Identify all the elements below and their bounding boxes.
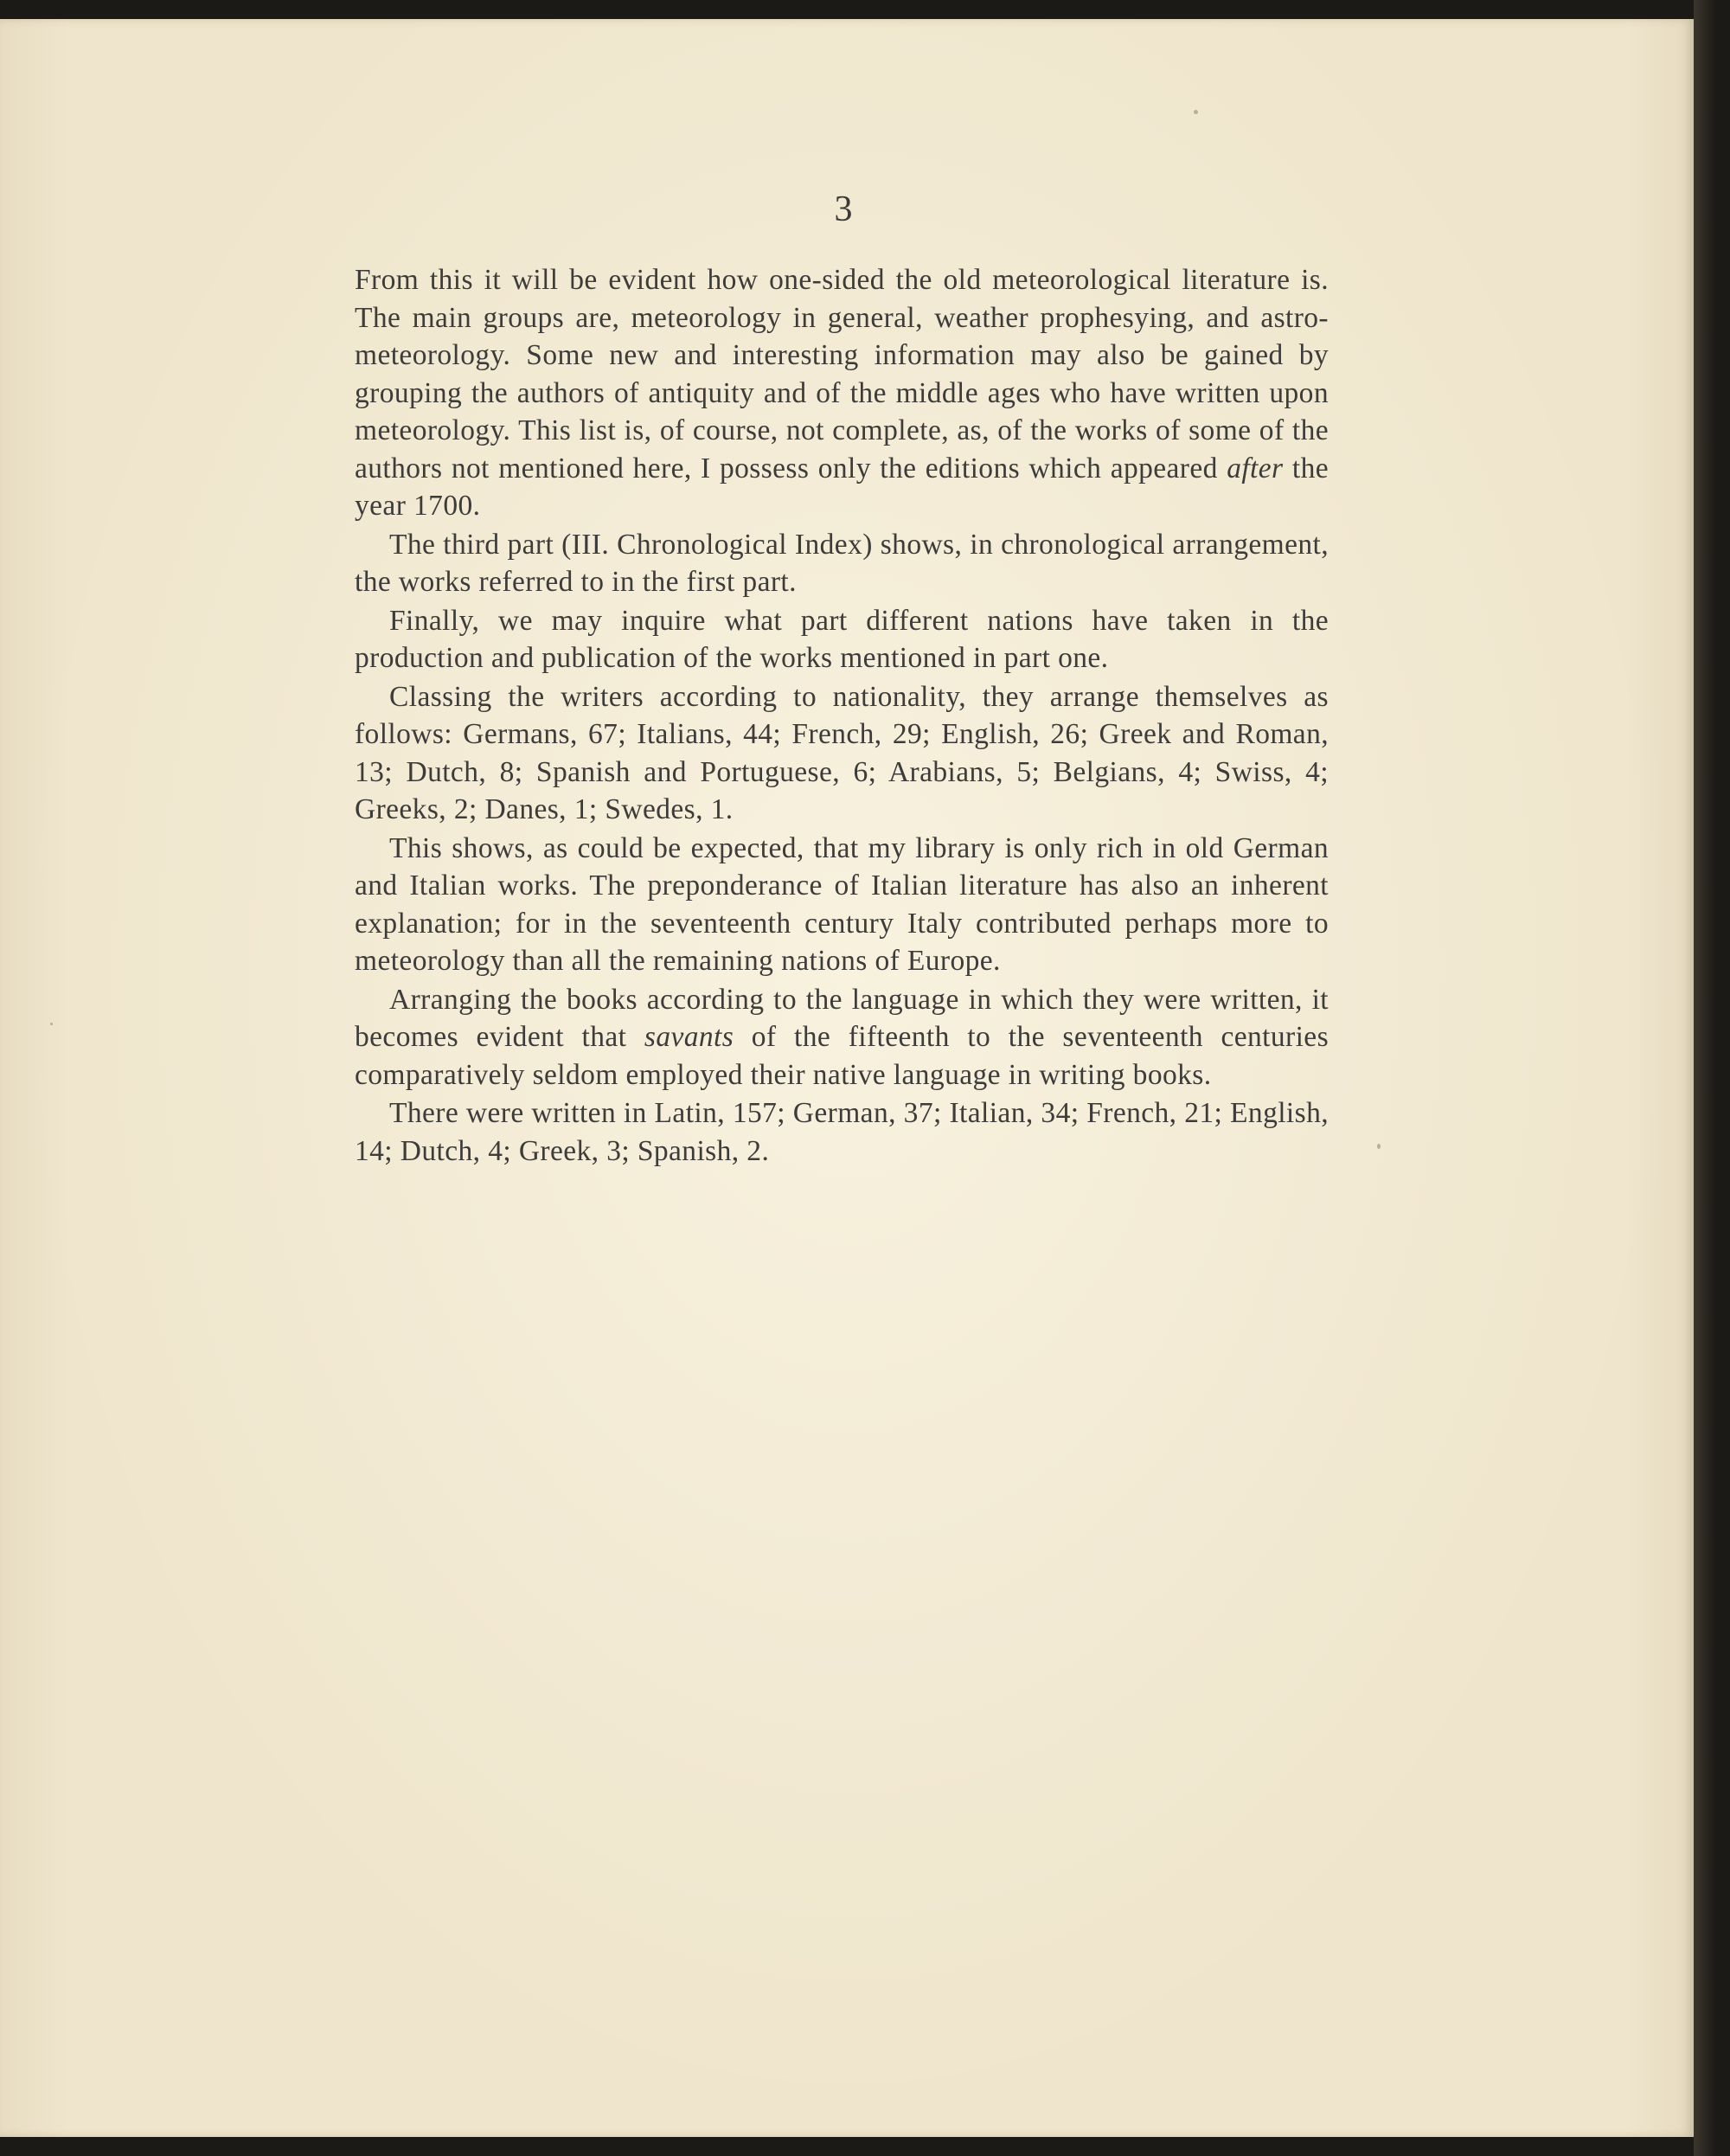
paragraph-4: Classing the writers according to nationality, they arrange themselves as follows: Germans, 67; Italians, 44; French, 29; English, 26; Greek and Roman, 13; Dutch, 8; Spanish and Portuguese, 6; Arabians, 5; Belgians, 4; Swiss, 4; Greeks, 2; Danes, 1; Swedes, 1. bbox=[355, 680, 1329, 825]
paper-speck bbox=[1377, 1144, 1381, 1149]
paragraph-1-italic-word: after bbox=[1227, 452, 1284, 484]
book-page bbox=[0, 19, 1694, 2137]
paragraph-7: There were written in Latin, 157; German, 37; Italian, 34; French, 21; English, 14; Dutch, 4; Greek, 3; Spanish, 2. bbox=[355, 1097, 1329, 1167]
paragraph-6-italic-word: savants bbox=[644, 1021, 734, 1053]
paragraph-3: Finally, we may inquire what part different nations have taken in the production and publication of the works mentioned in part one. bbox=[355, 604, 1329, 674]
paper-speck bbox=[1194, 110, 1198, 114]
paper-speck bbox=[50, 1023, 53, 1025]
paragraph-1-text-start: From this it will be evident how one-sided the old meteorological literature is. The main groups are, meteorology in general, weather prophesying, and astro-meteorology. Some new and interesting information may also be gained by grouping the authors of antiquity and of the middle ages who have written upon meteorology. This list is, of course, not complete, as, of the works of some of the authors not mentioned here, I possess only the editions which appeared bbox=[355, 264, 1329, 484]
paragraph-5: This shows, as could be expected, that my library is only rich in old German and Italian works. The preponderance of Italian literature has also an inherent explanation; for in the seventeenth century Italy contributed perhaps more to meteorology than all the remaining nations of Europe. bbox=[355, 831, 1329, 977]
book-gutter bbox=[1694, 0, 1730, 2156]
paragraph-6 bbox=[355, 981, 1329, 1094]
body-text bbox=[355, 261, 1329, 1171]
paragraph-6-text-start: Arranging the books according to the language in which they were written, it becomes evident that bbox=[355, 983, 1329, 1053]
paragraph-2: The third part (III. Chronological Index) shows, in chronological arrangement, the works referred to in the first part. bbox=[355, 528, 1329, 598]
paragraph-1 bbox=[355, 261, 1329, 525]
paragraph-1-text-end: the year 1700. bbox=[355, 452, 1329, 522]
paragraph-6-text-end: of the fifteenth to the seventeenth centuries comparatively seldom employed their native language in writing books. bbox=[355, 1021, 1330, 1091]
page-number: 3 bbox=[834, 189, 853, 229]
